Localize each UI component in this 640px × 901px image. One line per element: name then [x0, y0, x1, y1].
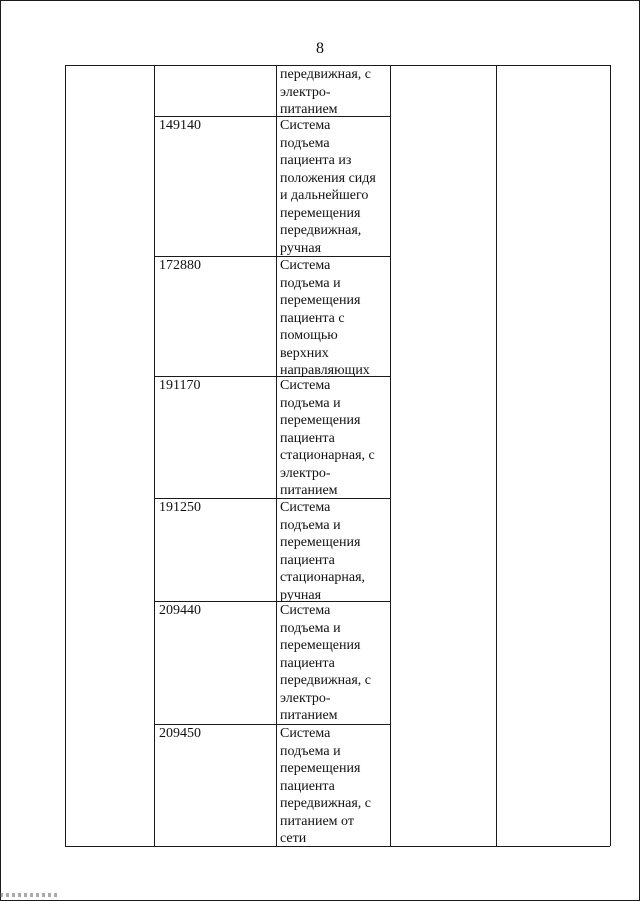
- row-description-line: положения сидя: [280, 170, 376, 186]
- table-column-line: [276, 65, 277, 846]
- row-code: 191170: [159, 378, 201, 393]
- scan-artifact: [0, 893, 60, 897]
- row-code: 172880: [159, 258, 201, 273]
- row-description-line: передвижная, с: [280, 796, 371, 811]
- row-description-line: Система: [280, 378, 331, 393]
- row-code: 209440: [159, 603, 201, 618]
- row-description-line: перемещения: [280, 638, 361, 653]
- row-description-line: перемещения: [280, 761, 361, 776]
- row-description-line: электро-: [280, 690, 331, 706]
- table-column-line: [390, 65, 391, 846]
- table-column-line: [65, 65, 66, 846]
- row-description-line: питанием: [280, 483, 338, 498]
- row-description-line: электро-: [280, 465, 331, 481]
- row-description-line: Система: [280, 118, 331, 133]
- table-column-line: [154, 65, 155, 846]
- row-description-line: подъема и: [280, 743, 341, 759]
- row-description-line: подъема и: [280, 275, 341, 291]
- row-description-line: пациента из: [280, 153, 352, 168]
- row-description-line: ручная: [280, 587, 322, 603]
- row-description-line: помощью: [280, 328, 338, 343]
- row-description-line: питанием от: [280, 813, 354, 829]
- row-description-line: Система: [280, 603, 331, 618]
- row-description-line: пациента: [280, 552, 335, 568]
- row-description-line: питанием: [280, 708, 338, 723]
- row-description-line: стационарная,: [280, 570, 366, 585]
- row-description-line: пациента с: [280, 310, 345, 326]
- row-description-line: Система: [280, 500, 331, 515]
- row-description-line: Система: [280, 726, 331, 741]
- row-description-line: подъема и: [280, 620, 341, 636]
- table-border-line: [65, 846, 610, 847]
- row-description-line: стационарная, с: [280, 448, 375, 463]
- row-description-line: пациента: [280, 430, 335, 446]
- table-column-line: [610, 65, 611, 846]
- row-description-line: перемещения: [280, 413, 361, 428]
- table-column-line: [496, 65, 497, 846]
- row-description-line: перемещения: [280, 205, 361, 221]
- row-description-line: сети: [280, 831, 307, 846]
- row-description-line: пациента: [280, 655, 335, 671]
- continuation-line: питанием: [280, 102, 338, 117]
- row-description-line: подъема и: [280, 395, 341, 411]
- row-description-line: подъема и: [280, 517, 341, 533]
- continuation-line: передвижная, с: [280, 67, 371, 82]
- row-code: 191250: [159, 500, 201, 515]
- row-description-line: передвижная, с: [280, 673, 371, 688]
- row-description-line: Система: [280, 258, 331, 273]
- row-description-line: верхних: [280, 345, 329, 361]
- row-description-line: направляющих: [280, 363, 370, 378]
- row-description-line: перемещения: [280, 535, 361, 550]
- row-description-line: подъема: [280, 135, 330, 151]
- row-description-line: пациента: [280, 778, 335, 794]
- row-description-line: перемещения: [280, 293, 361, 308]
- page-number: 8: [316, 40, 324, 57]
- continuation-line: электро-: [280, 84, 331, 100]
- row-description-line: передвижная,: [280, 223, 362, 238]
- row-code: 209450: [159, 726, 201, 741]
- row-description-line: ручная: [280, 240, 322, 256]
- row-code: 149140: [159, 118, 201, 133]
- row-description-line: и дальнейшего: [280, 188, 369, 203]
